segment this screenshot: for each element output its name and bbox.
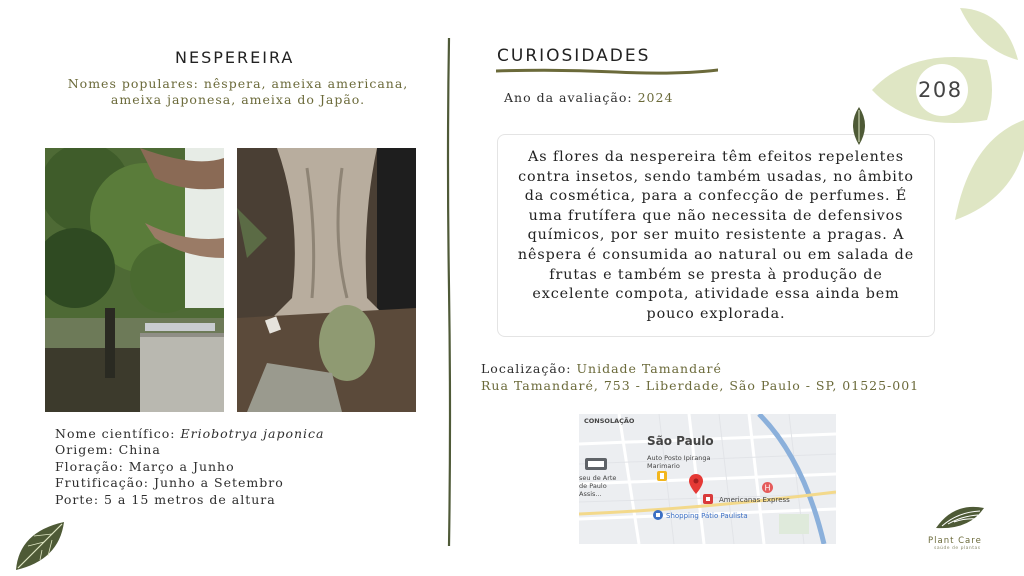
location-label: Localização: bbox=[481, 361, 577, 376]
map-city-label: São Paulo bbox=[647, 434, 714, 448]
map-poi-shopping: Shopping Pátio Paulista bbox=[666, 512, 748, 520]
location-map[interactable] bbox=[579, 414, 836, 544]
fruiting-row: Frutificação: Junho a Setembro bbox=[55, 475, 284, 491]
leaf-icon bbox=[849, 107, 869, 145]
leaf-corner-icon bbox=[14, 520, 66, 572]
popular-names: Nomes populares: nêspera, ameixa americana, ameixa japonesa, ameixa do Japão. bbox=[67, 76, 409, 107]
origin-row: Origem: China bbox=[55, 442, 161, 458]
tree-photo-trunk bbox=[237, 148, 416, 412]
title-underline bbox=[496, 67, 718, 75]
location-block bbox=[481, 361, 919, 394]
map-poi-gas-station: Auto Posto Ipiranga Marimario bbox=[647, 454, 711, 470]
curiosities-title: CURIOSIDADES bbox=[497, 46, 651, 66]
logo-name: Plant Care bbox=[928, 536, 982, 546]
hospital-icon bbox=[762, 482, 773, 493]
map-poi-museum: seu de Arte de Paulo Assis... bbox=[579, 474, 617, 498]
scientific-name-row bbox=[55, 426, 325, 442]
address: Rua Tamandaré, 753 - Liberdade, São Paulo - SP, 01525-001 bbox=[481, 377, 920, 393]
gas-station-icon bbox=[657, 471, 667, 481]
tree-photo-canopy bbox=[45, 148, 224, 412]
plant-number-badge: 208 bbox=[918, 78, 963, 102]
map-pin-icon bbox=[689, 474, 703, 494]
shopping-icon bbox=[653, 510, 663, 520]
map-district-label: CONSOLAÇÃO bbox=[584, 417, 635, 425]
plant-facts bbox=[55, 426, 325, 508]
vertical-divider bbox=[446, 38, 452, 546]
plant-care-logo-icon bbox=[934, 502, 986, 534]
map-poi-store: Americanas Express bbox=[719, 496, 790, 504]
museum-icon bbox=[585, 458, 607, 470]
evaluation-year bbox=[504, 90, 673, 105]
plant-title: NESPEREIRA bbox=[175, 48, 295, 67]
logo-tagline: saúde de plantas bbox=[934, 546, 981, 551]
scientific-name-label: Nome científico: bbox=[55, 426, 181, 441]
location-value: Unidade Tamandaré bbox=[576, 361, 722, 376]
scientific-name-value: Eriobotrya japonica bbox=[180, 426, 325, 441]
flowering-row: Floração: Março a Junho bbox=[55, 458, 235, 474]
svg-text:H: H bbox=[764, 483, 771, 493]
curiosity-text-box: As flores da nespereira têm efeitos repelentes contra insetos, sendo também usadas, no âmbito da cosmética, para a confecção de perfumes. É uma frutífera que não necessita de defensivos químicos, por ser muito resistente a pragas. A nêspera é consumida ao natural ou em salada de frutas e também se presta à produção de excelente compota, atividade essa ainda bem pouco explorada. bbox=[497, 134, 935, 337]
evaluation-year-value: 2024 bbox=[637, 90, 674, 105]
size-row: Porte: 5 a 15 metros de altura bbox=[55, 491, 276, 507]
evaluation-year-label: Ano da avaliação: bbox=[504, 90, 638, 105]
store-icon bbox=[703, 494, 713, 504]
